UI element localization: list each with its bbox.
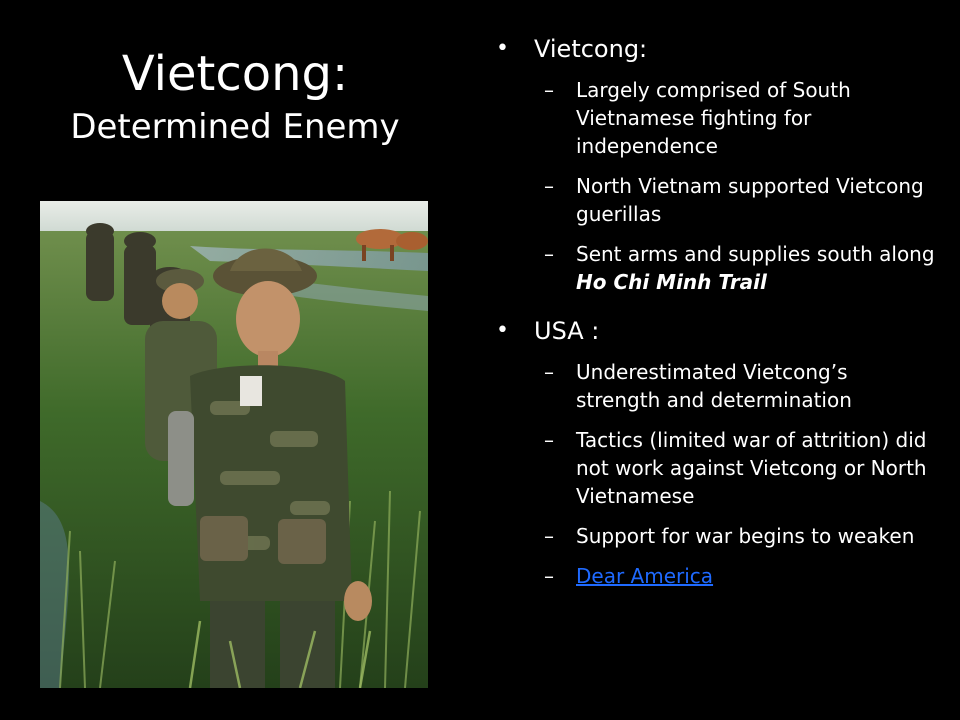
- sub-bullet-text: Tactics (limited war of attrition) did not work against Vietcong or North Vietnamese: [576, 428, 927, 508]
- sub-bullet: [496, 172, 936, 228]
- bullet-usa: [496, 316, 936, 346]
- dash-marker: –: [544, 360, 554, 384]
- dash-marker: –: [544, 174, 554, 198]
- bullet-vietcong: [496, 34, 936, 64]
- bullet-label: USA :: [534, 317, 600, 345]
- dash-marker: –: [544, 524, 554, 548]
- dash-marker: –: [544, 242, 554, 266]
- sub-bullet: [496, 240, 936, 296]
- slide-subtitle: Determined Enemy: [70, 107, 400, 147]
- sub-bullet: [496, 426, 936, 510]
- bullet-label: Vietcong:: [534, 35, 648, 63]
- bullet-marker: •: [496, 36, 509, 61]
- dear-america-link[interactable]: Dear America: [576, 564, 714, 588]
- title-block: [40, 44, 430, 150]
- soldiers-photo: [40, 201, 428, 688]
- sub-bullet-text: North Vietnam supported Vietcong guerillas: [576, 174, 924, 226]
- dash-marker: –: [544, 78, 554, 102]
- slide-title: Vietcong:: [121, 46, 349, 102]
- dash-marker: –: [544, 564, 554, 588]
- dash-marker: –: [544, 428, 554, 452]
- bullet-marker: •: [496, 318, 509, 343]
- sub-bullet-text: Largely comprised of South Vietnamese fighting for independence: [576, 78, 851, 158]
- sub-bullet: [496, 358, 936, 414]
- sub-bullet: [496, 522, 936, 550]
- sub-bullet-text: Underestimated Vietcong’s strength and determination: [576, 360, 852, 412]
- sub-bullet-text: Support for war begins to weaken: [576, 524, 915, 548]
- sub-bullet: [496, 562, 936, 590]
- ho-chi-minh-trail-emphasis: Ho Chi Minh Trail: [576, 270, 767, 294]
- sub-bullet: [496, 76, 936, 160]
- bullet-list: [496, 34, 936, 602]
- photo-illustration: [40, 201, 428, 688]
- sub-bullet-text: Sent arms and supplies south along: [576, 242, 935, 266]
